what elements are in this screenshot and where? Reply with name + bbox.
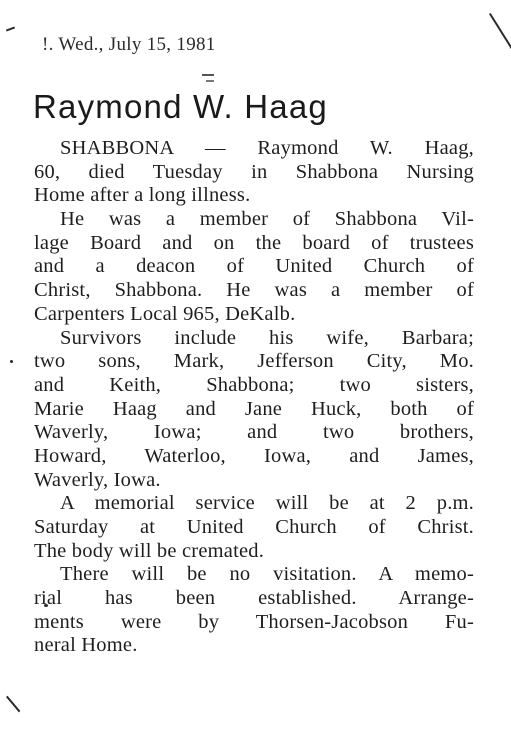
text-line: neral Home. <box>34 634 138 657</box>
text-line: Saturday at United Church of Christ. <box>34 516 474 538</box>
text-line: SHABBONA — Raymond W. Haag, <box>60 137 474 159</box>
dateline: ǃ. Wed., July 15, 1981 <box>42 34 216 55</box>
text-line: Christ, Shabbona. He was a member of <box>34 279 474 302</box>
text-line: rial has been established. Arrange- <box>34 587 474 610</box>
text-line: and Keith, Shabbona; two sisters, <box>34 373 474 396</box>
scan-mark-bottom-left <box>6 696 20 713</box>
scan-smudge <box>202 74 214 76</box>
text-line: and a deacon of United Church of <box>34 255 474 278</box>
text-line: The body will be cremated. <box>34 539 265 562</box>
text-line: A memorial service will be at 2 p.m. <box>60 492 474 515</box>
text-line: Howard, Waterloo, Iowa, and James, <box>34 444 474 467</box>
text-line: ments were by Thorsen-Jacobson Fu- <box>34 610 474 633</box>
scan-smudge <box>206 80 214 82</box>
text-line: There will be no visitation. A memo- <box>60 563 474 586</box>
scan-mark-top-left <box>6 27 15 32</box>
text-line: Waverly, Iowa. <box>34 468 161 491</box>
text-line: Waverly, Iowa; and two brothers, <box>34 421 474 444</box>
text-line: Carpenters Local 965, DeKalb. <box>34 302 296 325</box>
obituary-headline: Raymond W. Haag <box>33 88 328 125</box>
text-line: Home after a long illness. <box>34 184 251 207</box>
text-line: 60, died Tuesday in Shabbona Nursing <box>34 160 474 183</box>
text-line: lage Board and on the board of trustees <box>34 231 474 254</box>
text-line: Survivors include his wife, Barbara; <box>60 326 474 349</box>
text-line: two sons, Mark, Jefferson City, Mo. <box>34 350 474 373</box>
scan-speck <box>10 360 13 363</box>
obituary-body <box>34 137 474 658</box>
text-line: He was a member of Shabbona Vil- <box>60 208 474 231</box>
text-line: Marie Haag and Jane Huck, both of <box>34 397 474 420</box>
scan-mark-top-right <box>489 13 511 65</box>
